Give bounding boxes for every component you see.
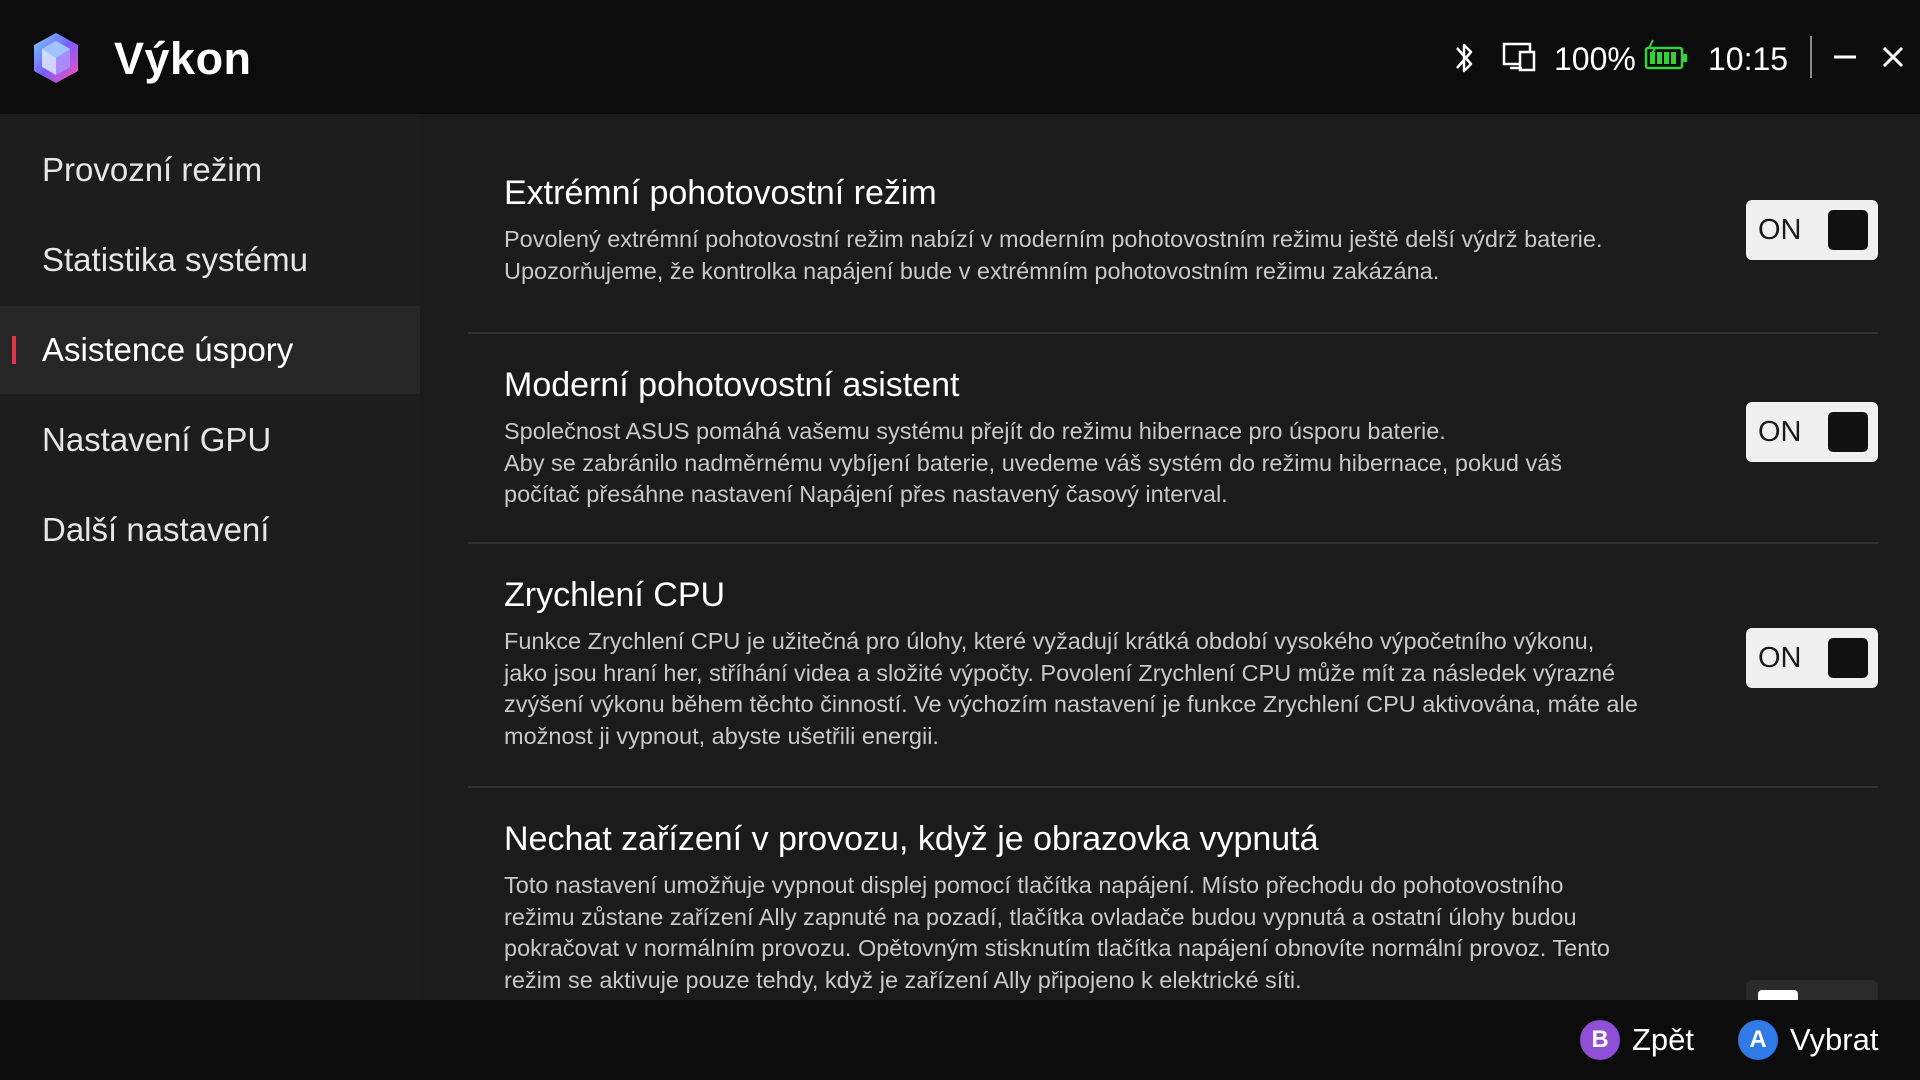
- extreme-standby-toggle[interactable]: [1746, 200, 1878, 260]
- sidebar-item-label: Statistika systému: [42, 241, 308, 278]
- setting-title: Extrémní pohotovostní režim: [504, 174, 937, 212]
- bluetooth-icon: [1448, 30, 1480, 86]
- setting-description: Toto nastavení umožňuje vypnout displej pomocí tlačítka napájení. Místo přechodu do pohotovostního režimu zůstane zařízení Ally zapnuté na pozadí, tlačítka ovladače budou vypnutá a ostatní úlohy budou pokračovat v normálním provozu. Opětovným stisknutím tlačítka napájení obnovíte normální provoz. Tento režim se aktivuje pouze tehdy, když je zařízení Ally připojeno k elektrické síti.: [504, 872, 1610, 993]
- clock: 10:15: [1708, 41, 1789, 77]
- settings-panel: [420, 114, 1920, 1000]
- a-button-icon[interactable]: A: [1738, 1020, 1778, 1060]
- rog-crystal-logo-icon: [30, 31, 82, 85]
- controller-hint-bar: [0, 1000, 1920, 1080]
- sidebar-nav: [0, 114, 420, 1000]
- sidebar-item-nastaveni-gpu[interactable]: [0, 396, 420, 484]
- setting-keep-running-screen-off: [468, 818, 1878, 1000]
- sidebar-item-label: Provozní režim: [42, 151, 263, 188]
- setting-description: Povolený extrémní pohotovostní režim nabízí v moderním pohotovostním režimu ještě delší výdrž baterie. Upozorňujeme, že kontrolka napájení bude v extrémním pohotovostním režimu zakázána.: [504, 226, 1603, 284]
- battery-charging-icon: [1644, 30, 1688, 86]
- setting-cpu-boost: [468, 574, 1878, 794]
- setting-title: Moderní pohotovostní asistent: [504, 366, 960, 404]
- toggle-state-label: ON: [1758, 214, 1802, 246]
- battery-percent: 100%: [1554, 41, 1636, 77]
- b-button-icon[interactable]: B: [1580, 1020, 1620, 1060]
- header-divider: [1810, 36, 1812, 78]
- section-divider: [468, 786, 1878, 788]
- setting-description: Funkce Zrychlení CPU je užitečná pro úlohy, které vyžadují krátká období vysokého výpočetního výkonu, jako jsou hraní her, stříhání videa a složité výpočty. Povolení Zrychlení CPU může mít za následek výrazné zvýšení výkonu během těchto činností. Ve výchozím nastavení je funkce Zrychlení CPU aktivována, máte ale možnost ji vypnout, abyste ušetřili energii.: [504, 628, 1638, 749]
- setting-modern-standby-assistant: [468, 364, 1878, 564]
- toggle-knob: [1828, 210, 1868, 250]
- sidebar-item-asistence-uspory[interactable]: [0, 306, 420, 394]
- setting-title: Nechat zařízení v provozu, když je obrazovka vypnutá: [504, 820, 1319, 858]
- display-mode-icon[interactable]: [1500, 30, 1540, 86]
- sidebar-item-statistika-systemu[interactable]: [0, 216, 420, 304]
- section-divider: [468, 542, 1878, 544]
- toggle-knob: [1828, 638, 1868, 678]
- sidebar-item-dalsi-nastaveni[interactable]: [0, 486, 420, 574]
- sidebar-item-label: Asistence úspory: [42, 331, 294, 368]
- toggle-state-label: ON: [1758, 416, 1802, 448]
- modern-standby-assistant-toggle[interactable]: [1746, 402, 1878, 462]
- app-title: Výkon: [114, 33, 252, 84]
- toggle-knob: [1758, 990, 1798, 1000]
- toggle-state-label: ON: [1758, 642, 1802, 674]
- active-indicator: [12, 336, 16, 364]
- keep-running-toggle[interactable]: [1746, 980, 1878, 1000]
- minimize-icon[interactable]: [1828, 40, 1862, 74]
- sidebar-item-label: Další nastavení: [42, 511, 270, 548]
- sidebar-item-provozni-rezim[interactable]: [0, 126, 420, 214]
- back-hint-label[interactable]: Zpět: [1632, 1022, 1695, 1057]
- close-icon[interactable]: [1876, 40, 1910, 74]
- title-bar: [0, 0, 1920, 114]
- setting-title: Zrychlení CPU: [504, 576, 726, 614]
- cpu-boost-toggle[interactable]: [1746, 628, 1878, 688]
- select-hint-label[interactable]: Vybrat: [1790, 1022, 1879, 1057]
- section-divider: [468, 332, 1878, 334]
- setting-description: Společnost ASUS pomáhá vašemu systému přejít do režimu hibernace pro úsporu baterie. Aby se zabránilo nadměrnému vybíjení baterie, uvedeme váš systém do režimu hibernace, pokud váš počítač přesáhne nastavení Napájení přes nastavený časový interval.: [504, 418, 1563, 507]
- sidebar-item-label: Nastavení GPU: [42, 421, 272, 458]
- toggle-knob: [1828, 412, 1868, 452]
